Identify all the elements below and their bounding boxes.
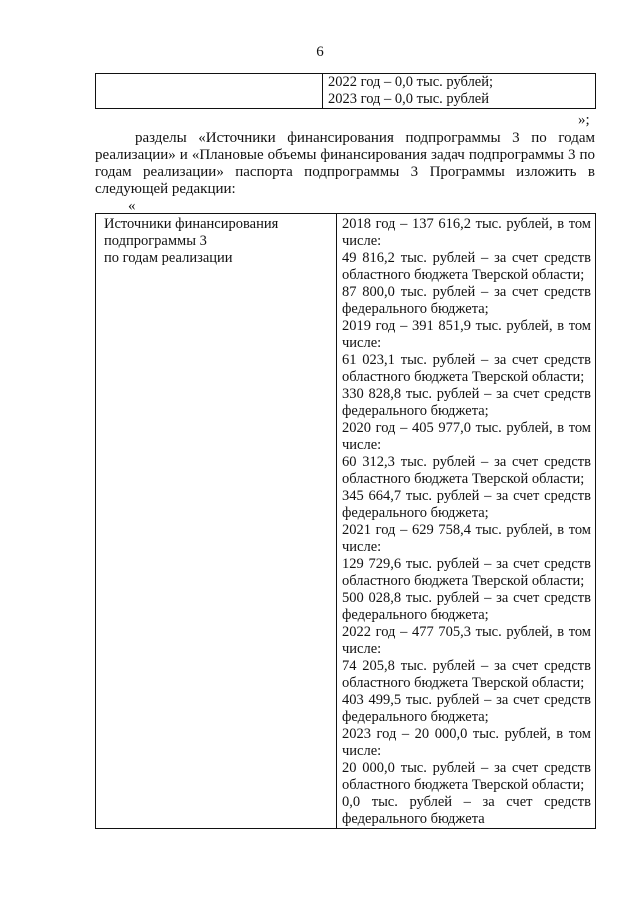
funding-line: федерального бюджета; [342,403,489,419]
funding-line: 129 729,6 тыс. рублей – за счет средств [342,556,591,572]
funding-line: 2023 год – 20 000,0 тыс. рублей, в том [342,726,591,742]
funding-line: областного бюджета Тверской области; [342,267,585,283]
funding-line: федерального бюджета; [342,505,489,521]
funding-line: 74 205,8 тыс. рублей – за счет средств [342,658,591,674]
funding-line: числе: [342,335,382,351]
funding-line: 2020 год – 405 977,0 тыс. рублей, в том [342,420,591,436]
funding-table-label-cell [96,214,337,829]
funding-line: 87 800,0 тыс. рублей – за счет средств [342,284,591,300]
funding-line: 2018 год – 137 616,2 тыс. рублей, в том [342,216,591,232]
funding-line: 0,0 тыс. рублей – за счет средств [342,794,591,810]
label-line: подпрограммы 3 [104,233,207,249]
funding-line: числе: [342,641,382,657]
funding-line: областного бюджета Тверской области; [342,777,585,793]
funding-line: 60 312,3 тыс. рублей – за счет средств [342,454,591,470]
funding-line: 49 816,2 тыс. рублей – за счет средств [342,250,591,266]
top-table-line: 2023 год – 0,0 тыс. рублей [328,91,490,107]
funding-line: федерального бюджета; [342,709,489,725]
top-table-line: 2022 год – 0,0 тыс. рублей; [328,74,494,90]
label-line: по годам реализации [104,250,233,266]
funding-line: федерального бюджета; [342,301,489,317]
funding-line: федерального бюджета; [342,607,489,623]
top-table [95,73,596,109]
funding-line: 403 499,5 тыс. рублей – за счет средств [342,692,591,708]
funding-line: числе: [342,233,382,249]
funding-table-values-cell [337,214,596,829]
funding-table [95,213,596,829]
closing-quote: »; [578,112,590,128]
label-line: Источники финансирования [104,216,279,232]
top-table-right-cell [323,74,596,109]
funding-line: 330 828,8 тыс. рублей – за счет средств [342,386,591,402]
page-number: 6 [316,44,324,60]
funding-line: 345 664,7 тыс. рублей – за счет средств [342,488,591,504]
funding-line: числе: [342,437,382,453]
funding-line: 2019 год – 391 851,9 тыс. рублей, в том [342,318,591,334]
funding-line: областного бюджета Тверской области; [342,369,585,385]
funding-line: числе: [342,743,382,759]
funding-line: 2022 год – 477 705,3 тыс. рублей, в том [342,624,591,640]
funding-line: областного бюджета Тверской области; [342,471,585,487]
funding-line: 500 028,8 тыс. рублей – за счет средств [342,590,591,606]
body-paragraph: разделы «Источники финансирования подпрограммы 3 по годам реализации» и «Плановые объемы финансирования задач подпрограммы 3 по годам реализации» паспорта подпрограммы 3 Программы изложить в следующей редакции: [95,130,595,197]
funding-line: 2021 год – 629 758,4 тыс. рублей, в том [342,522,591,538]
funding-line: областного бюджета Тверской области; [342,573,585,589]
funding-line: 61 023,1 тыс. рублей – за счет средств [342,352,591,368]
funding-line: 20 000,0 тыс. рублей – за счет средств [342,760,591,776]
top-table-left-cell [96,74,323,109]
funding-line: областного бюджета Тверской области; [342,675,585,691]
opening-quote: « [128,198,136,214]
funding-line: федерального бюджета [342,811,485,827]
funding-line: числе: [342,539,382,555]
